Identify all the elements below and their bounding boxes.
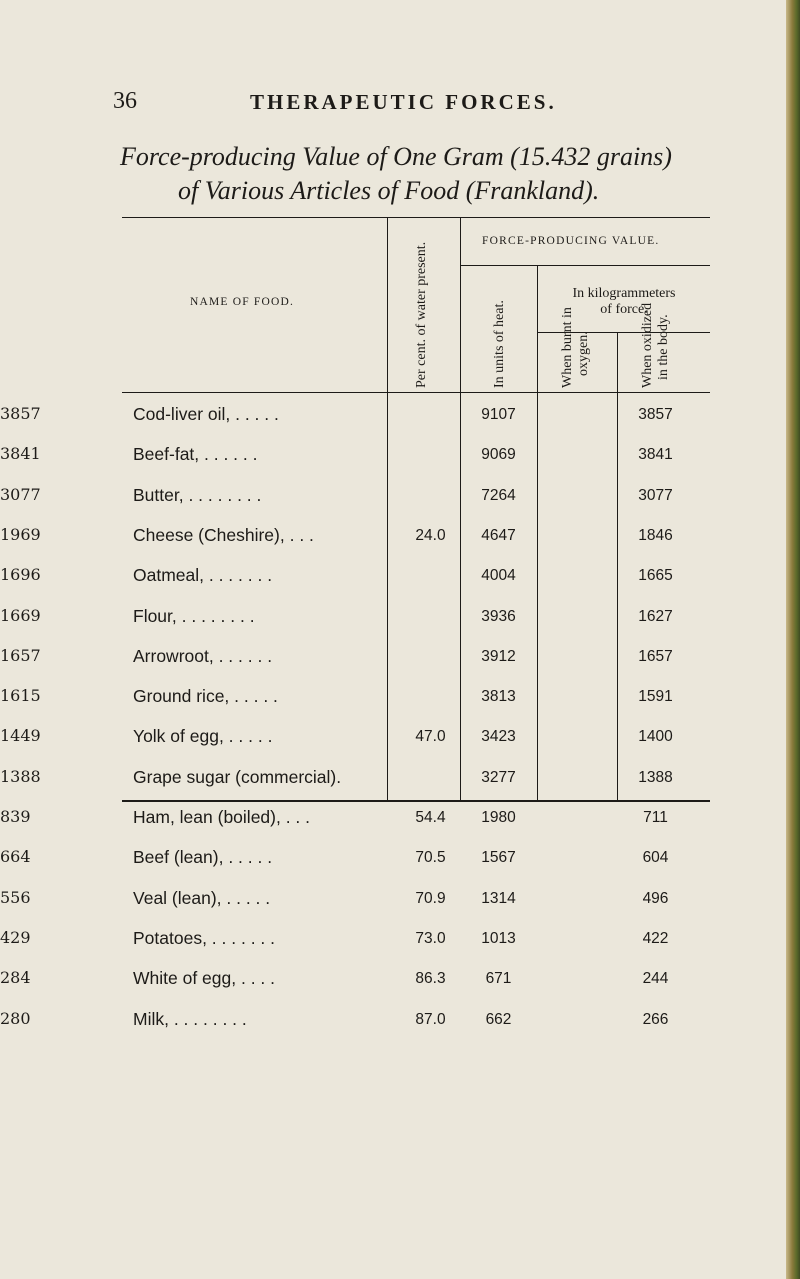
table-row <box>0 444 800 484</box>
food-name-cell: Cod-liver oil, . . . . . <box>133 404 279 424</box>
table-row <box>0 847 800 887</box>
food-name-cell: Beef (lean), . . . . . <box>133 847 273 868</box>
running-head: THERAPEUTIC FORCES. <box>250 90 557 114</box>
oxygen-value-cell: 1615 <box>0 686 41 706</box>
header-force-producing-value: FORCE-PRODUCING VALUE. <box>482 235 660 247</box>
oxygen-value-cell: 1657 <box>0 645 41 665</box>
heat-units-cell: 4647 <box>481 526 516 544</box>
heat-units-cell: 7264 <box>481 486 516 504</box>
header-burnt-in-oxygen <box>560 307 592 388</box>
header-oxygen-line1: When burnt in <box>560 307 575 388</box>
body-value-cell: 1665 <box>638 567 673 585</box>
table-row <box>0 807 800 847</box>
table-row <box>0 404 800 444</box>
header-water-percent: Per cent. of water present. <box>414 241 429 388</box>
water-percent-cell: 70.9 <box>415 889 446 907</box>
food-name-cell: Veal (lean), . . . . . <box>133 887 271 908</box>
oxygen-value-cell: 1388 <box>0 766 41 786</box>
header-bottom-rule <box>122 392 710 393</box>
page-number: 36 <box>113 88 137 114</box>
food-name-cell: Grape sugar (commercial). <box>133 766 342 787</box>
heat-units-cell: 1567 <box>481 849 516 867</box>
table-row <box>0 888 800 928</box>
table-title-line2: of Various Articles of Food (Frankland). <box>178 176 600 205</box>
header-units-of-heat: In units of heat. <box>492 300 507 388</box>
food-name-cell: Arrowroot, . . . . . . <box>133 645 273 666</box>
body-value-cell: 3077 <box>638 486 673 504</box>
force-group-rule <box>460 265 710 266</box>
heat-units-cell: 1980 <box>481 809 516 826</box>
body-value-cell: 422 <box>642 929 669 947</box>
body-value-cell: 1388 <box>638 768 673 786</box>
oxygen-value-cell: 429 <box>0 927 31 947</box>
water-percent-cell: 70.5 <box>415 849 446 867</box>
oxygen-value-cell: 556 <box>0 887 31 907</box>
heat-units-cell: 1013 <box>481 929 516 947</box>
table-row <box>0 686 800 726</box>
table-title-line1: Force-producing Value of One Gram (15.432 grains) <box>120 142 672 171</box>
body-value-cell: 604 <box>642 849 669 867</box>
water-percent-cell: 24.0 <box>415 526 446 544</box>
table-row <box>0 606 800 646</box>
body-value-cell: 3857 <box>638 406 673 423</box>
food-name-cell: Cheese (Cheshire), . . . <box>133 524 314 545</box>
table-row <box>0 726 800 766</box>
body-value-cell: 244 <box>642 970 669 988</box>
heat-units-cell: 3912 <box>481 647 516 665</box>
oxygen-value-cell: 839 <box>0 807 31 826</box>
body-value-cell: 3841 <box>638 446 673 464</box>
header-oxygen-line2: oxygen. <box>576 331 591 376</box>
oxygen-value-cell: 3841 <box>0 444 41 464</box>
body-value-cell: 1657 <box>638 647 673 665</box>
food-name-cell: Oatmeal, . . . . . . . <box>133 565 273 586</box>
oxygen-value-cell: 1969 <box>0 524 41 544</box>
header-body-line1: When oxidized <box>640 302 655 388</box>
food-name-cell: White of egg, . . . . <box>133 968 276 989</box>
food-name-cell: Flour, . . . . . . . . <box>133 605 255 626</box>
table-row <box>0 485 800 525</box>
water-percent-cell: 54.4 <box>415 809 446 826</box>
water-percent-cell: 86.3 <box>415 970 446 988</box>
oxygen-value-cell: 664 <box>0 847 31 867</box>
heat-units-cell: 662 <box>485 1010 512 1028</box>
oxygen-value-cell: 1449 <box>0 726 41 746</box>
body-value-cell: 1591 <box>638 688 673 706</box>
water-percent-cell: 73.0 <box>415 929 446 947</box>
table-row <box>0 968 800 1008</box>
food-name-cell: Ground rice, . . . . . <box>133 686 278 707</box>
heat-units-cell: 3936 <box>481 607 516 625</box>
table-row <box>0 1009 800 1049</box>
body-value-cell: 1627 <box>638 607 673 625</box>
water-percent-cell: 47.0 <box>415 728 446 746</box>
table-row <box>0 928 800 968</box>
food-name-cell: Milk, . . . . . . . . <box>133 1008 247 1029</box>
table-row <box>0 565 800 605</box>
oxygen-value-cell: 280 <box>0 1008 31 1028</box>
heat-units-cell: 3813 <box>481 688 516 706</box>
heat-units-cell: 9069 <box>481 446 516 464</box>
oxygen-value-cell: 1669 <box>0 605 41 625</box>
table-row <box>0 767 800 807</box>
header-oxidized-in-body <box>640 303 672 388</box>
heat-units-cell: 1314 <box>481 889 516 907</box>
header-body-line2: in the body. <box>656 314 671 380</box>
body-value-cell: 496 <box>642 889 669 907</box>
table-top-rule <box>122 217 710 218</box>
oxygen-value-cell: 1696 <box>0 565 41 585</box>
oxygen-value-cell: 3077 <box>0 484 41 504</box>
food-name-cell: Butter, . . . . . . . . <box>133 484 262 505</box>
food-name-cell: Ham, lean (boiled), . . . <box>133 807 311 827</box>
header-kilogrammeters-line2: of force. <box>600 302 648 317</box>
oxygen-value-cell: 3857 <box>0 404 41 423</box>
heat-units-cell: 671 <box>485 970 512 988</box>
body-value-cell: 711 <box>643 809 668 826</box>
table-row <box>0 525 800 565</box>
water-percent-cell: 87.0 <box>415 1010 446 1028</box>
table-row <box>0 646 800 686</box>
heat-units-cell: 3423 <box>481 728 516 746</box>
heat-units-cell: 4004 <box>481 567 516 585</box>
food-name-cell: Potatoes, . . . . . . . <box>133 927 276 948</box>
food-name-cell: Yolk of egg, . . . . . <box>133 726 273 747</box>
header-name-of-food: NAME OF FOOD. <box>190 296 295 308</box>
body-value-cell: 266 <box>642 1010 669 1028</box>
header-kilogrammeters-line1: In kilogrammeters <box>572 286 676 301</box>
body-value-cell: 1400 <box>638 728 673 746</box>
heat-units-cell: 3277 <box>481 768 516 786</box>
body-value-cell: 1846 <box>638 526 673 544</box>
food-name-cell: Beef-fat, . . . . . . <box>133 444 258 465</box>
oxygen-value-cell: 284 <box>0 968 31 988</box>
heat-units-cell: 9107 <box>481 406 516 423</box>
